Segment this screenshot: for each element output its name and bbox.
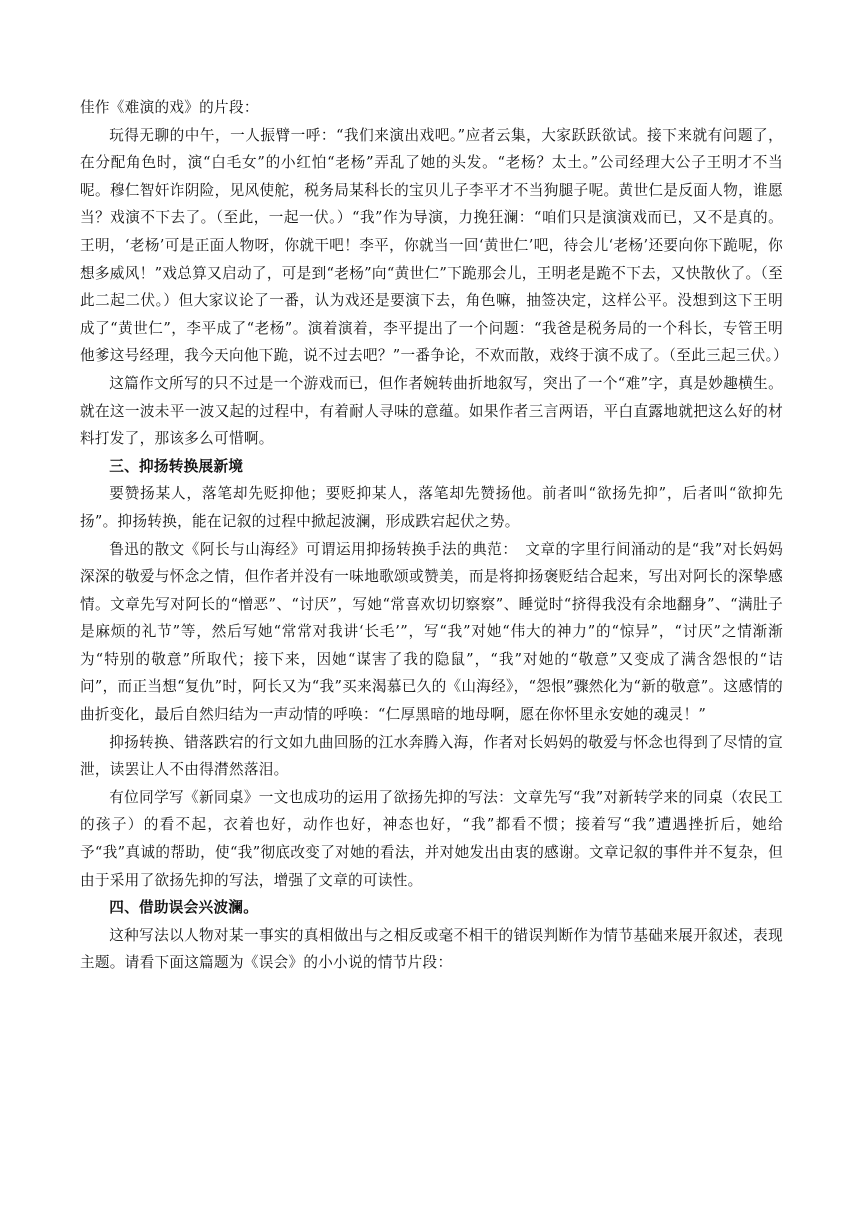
- body-paragraph: 要赞扬某人，落笔却先贬抑他；要贬抑某人，落笔却先赞扬他。前者叫“欲扬先抑”，后者叫“欲抑先扬”。抑扬转换，能在记叙的过程中掀起波澜，形成跌宕起伏之势。: [80, 485, 783, 530]
- body-paragraph: 这种写法以人物对某一事实的真相做出与之相反或毫不相干的错误判断作为情节基础来展开叙述，表现主题。请看下面这篇题为《误会》的小小说的情节片段：: [80, 926, 783, 972]
- section-heading-4: 四、借助误会兴波澜。: [109, 899, 259, 917]
- commentary-paragraph: 这篇作文所写的只不过是一个游戏而已，但作者婉转曲折地叙写，突出了一个“难”字，真是妙趣横生。就在这一波未平一波又起的过程中，有着耐人寻味的意蕴。如果作者三言两语，平白直露地就把这么好的材料打发了，那该多么可惜啊。: [80, 374, 783, 448]
- body-paragraph: 鲁迅的散文《阿长与山海经》可谓运用抑扬转换手法的典范： 文章的字里行间涌动的是“我”对长妈妈深深的敬爱与怀念之情，但作者并没有一味地歌颂或赞美，而是将抑扬褒贬结合起来，写出对阿长的深挚感情。文章先写对阿长的“憎恶”、“讨厌”，写她“常喜欢切切察察”、睡觉时“挤得我没有余地翻身”、“满肚子是麻烦的礼节”等，然后写她“常常对我讲‘长毛’”，写“我”对她“伟大的神力”的“惊异”，“讨厌”之情渐渐为“特别的敬意”所取代；接下来，因她“谋害了我的隐鼠”，“我”对她的“敬意”又变成了满含怨恨的“诘问”，而正当想“复仇”时，阿长又为“我”买来渴慕已久的《山海经》，“怨恨”骤然化为“新的敬意”。这感情的曲折变化，最后自然归结为一声动情的呼唤：“仁厚黑暗的地母啊，愿在你怀里永安她的魂灵！”: [80, 540, 783, 724]
- section-heading-3: 三、抑扬转换展新境: [109, 457, 244, 475]
- excerpt-paragraph: 玩得无聊的中午，一人振臂一呼：“我们来演出戏吧。”应者云集，大家跃跃欲试。接下来就有问题了，在分配角色时，演“白毛女”的小红怕“老杨”弄乱了她的头发。“老杨？太土。”公司经理大公子王明才不当呢。穆仁智奸诈阴险，见风使舵，税务局某科长的宝贝儿子李平才不当狗腿子呢。黄世仁是反面人物，谁愿当？戏演不下去了。（至此，一起一伏。）“我”作为导演，力挽狂澜：“咱们只是演演戏而已，又不是真的。王明，‘老杨’可是正面人物呀，你就干吧！李平，你就当一回‘黄世仁’吧，待会儿‘老杨’还要向你下跪呢，你想多威风！”戏总算又启动了，可是到“老杨”向“黄世仁”下跪那会儿，王明老是跪不下去，又快散伙了。（至此二起二伏。）但大家议论了一番，认为戏还是要演下去，角色嘛，抽签决定，这样公平。没想到这下王明成了“黄世仁”，李平成了“老杨”。演着演着，李平提出了一个问题：“我爸是税务局的一个科长，专管王明他爹这号经理，我今天向他下跪，说不过去吧？”一番争论，不欢而散，戏终于演不成了。（至此三起三伏。）: [80, 126, 789, 365]
- body-paragraph: 有位同学写《新同桌》一文也成功的运用了欲扬先抑的写法：文章先写“我”对新转学来的同桌（农民工的孩子）的看不起，衣着也好，动作也好，神态也好，“我”都看不惯；接着写“我”遭遇挫折后，她给予“我”真诚的帮助，使“我”彻底改变了对她的看法，并对她发出由衷的感谢。文章记叙的事件并不复杂，但由于采用了欲扬先抑的写法，增强了文章的可读性。: [80, 788, 783, 889]
- body-paragraph: 抑扬转换、错落跌宕的行文如九曲回肠的江水奔腾入海，作者对长妈妈的敬爱与怀念也得到了尽情的宣泄，读罢让人不由得潸然落泪。: [80, 733, 783, 779]
- intro-line: 佳作《难演的戏》的片段：: [80, 99, 259, 116]
- document-page: [80, 94, 789, 977]
